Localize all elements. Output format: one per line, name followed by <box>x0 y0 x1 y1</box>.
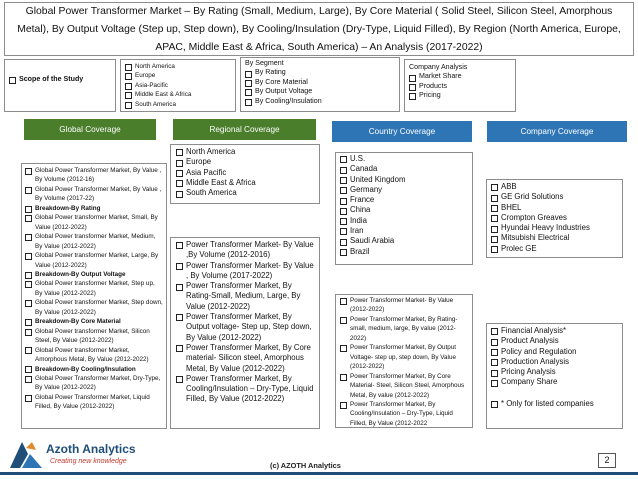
company-analysis-item: Pricing Analysis <box>491 367 618 377</box>
countries-box <box>335 152 473 265</box>
company-analysis-item: Company Share <box>491 377 618 387</box>
global-coverage-box <box>21 163 167 429</box>
company-note: * Only for listed companies <box>491 399 618 409</box>
country-coverage-item: Power Transformer Market- By Value (2012-2022) <box>340 296 468 315</box>
global-breakdown-heading: Breakdown-By Output Voltage <box>25 270 163 279</box>
global-coverage-header: Global Coverage <box>24 119 156 140</box>
global-coverage-item: Global Power Transformer Market, Liquid Filled, By Value (2012-2022) <box>25 393 163 412</box>
global-breakdown-heading: Breakdown-By Rating <box>25 204 163 213</box>
azoth-logo <box>8 440 158 470</box>
country-item: Saudi Arabia <box>340 236 468 246</box>
scope-segment-item: By Cooling/Insulation <box>245 97 395 106</box>
company-item: Prolec GE <box>491 244 618 254</box>
company-item: Mitsubishi Electrical <box>491 233 618 243</box>
global-coverage-item: Global Power transformer Market, Medium, By Value (2012-2022) <box>25 232 163 251</box>
page-number: 2 <box>598 453 616 468</box>
regional-coverage-item: Power Transformer Market- By Value ,By Volume (2012-2016) <box>176 240 314 261</box>
country-coverage-item: Power Transformer Market, By Cooling/Insulation – Dry-Type, Liquid Filled, By Value (2012-2022 <box>340 400 468 428</box>
regional-coverage-item: Power Transformer Market, By Cooling/Insulation – Dry-Type, Liquid Filled, By Value (2012-2022) <box>176 374 314 405</box>
global-coverage-item: Global Power transformer Market, Large, By Value (2012-2022) <box>25 251 163 270</box>
scope-company-box <box>404 59 516 112</box>
country-coverage-item: Power Transformer Market, By Core Material- Steel, Silicon Steel, Amorphous Metal, By value (2012-2022) <box>340 372 468 400</box>
company-analysis-item: Product Analysis <box>491 336 618 346</box>
scope-label: Scope of the Study <box>9 75 112 84</box>
global-breakdown-heading: Breakdown-By Cooling/Insulation <box>25 365 163 374</box>
scope-label-box <box>4 59 116 112</box>
company-analysis-title: Company Analysis <box>409 63 468 71</box>
scope-region-item: North America <box>125 62 231 71</box>
global-coverage-item: Global Power Transformer Market, By Value , By Volume (2012-16) <box>25 166 163 185</box>
global-coverage-item: Global Power transformer Market, Step down, By Value (2012-2022) <box>25 298 163 317</box>
country-item: China <box>340 205 468 215</box>
bottom-rule <box>0 472 638 475</box>
company-item: GE Grid Solutions <box>491 192 618 202</box>
segment-title: By Segment <box>245 59 284 67</box>
global-coverage-item: Global Power transformer Market, Amorphous Metal, By Value (2012-2022) <box>25 346 163 365</box>
company-coverage-header: Company Coverage <box>487 121 627 142</box>
company-analysis-box <box>486 323 623 429</box>
azoth-logo-icon <box>8 440 44 470</box>
regional-coverage-item: Power Transformer Market, By Core material- Silicon steel, Amorphous Metal, By Value (2012-2022) <box>176 343 314 374</box>
scope-region-item: Europe <box>125 71 231 80</box>
country-item: United Kingdom <box>340 175 468 185</box>
scope-regions-box <box>120 59 236 112</box>
scope-company-item: Products <box>409 82 511 91</box>
scope-region-item: Asia-Pacific <box>125 81 231 90</box>
company-item: ABB <box>491 182 618 192</box>
region-item: South America <box>176 188 314 198</box>
country-item: India <box>340 216 468 226</box>
company-analysis-item: Policy and Regulation <box>491 347 618 357</box>
global-coverage-item: Global Power transformer Market, Step up, By Value (2012-2022) <box>25 279 163 298</box>
region-item: Europe <box>176 157 314 167</box>
regional-items-box <box>170 237 320 429</box>
company-item: Hyundai Heavy Industries <box>491 223 618 233</box>
scope-segments-box <box>240 57 400 112</box>
country-item: Iran <box>340 226 468 236</box>
country-coverage-item: Power Transformer Market, By Rating- small, medium, large, By value (2012-2022) <box>340 315 468 343</box>
brand-name: Azoth Analytics <box>46 442 136 456</box>
global-coverage-item: Global Power transformer Market, Silicon Steel, By Value (2012-2022) <box>25 327 163 346</box>
scope-region-item: South America <box>125 100 231 109</box>
company-analysis-item: Financial Analysis* <box>491 326 618 336</box>
company-analysis-item: Production Analysis <box>491 357 618 367</box>
country-item: Brazil <box>340 247 468 257</box>
country-coverage-header: Country Coverage <box>332 121 472 142</box>
companies-box <box>486 179 623 258</box>
regional-regions-box <box>170 144 320 204</box>
global-breakdown-heading: Breakdown-By Core Material <box>25 317 163 326</box>
regional-coverage-item: Power Transformer Market, By Rating-Small, Medium, Large, By Value (2012-2022) <box>176 281 314 312</box>
global-coverage-item: Global Power Transformer Market, Dry-Type, By Value (2012-2022) <box>25 374 163 393</box>
scope-segment-item: By Core Material <box>245 78 395 87</box>
country-item: France <box>340 195 468 205</box>
scope-segment-item: By Output Voltage <box>245 87 395 96</box>
scope-region-item: Middle East & Africa <box>125 90 231 99</box>
region-item: Asia Pacific <box>176 168 314 178</box>
region-item: Middle East & Africa <box>176 178 314 188</box>
regional-coverage-header: Regional Coverage <box>173 119 316 140</box>
country-item: U.S. <box>340 154 468 164</box>
country-item: Germany <box>340 185 468 195</box>
scope-segment-item: By Rating <box>245 68 395 77</box>
scope-company-item: Pricing <box>409 91 511 100</box>
global-coverage-item: Global Power transformer Market, Small, By Value (2012-2022) <box>25 213 163 232</box>
country-coverage-item: Power Transformer Market, By Output Voltage- step up, step down, By Value (2012-2022) <box>340 343 468 371</box>
country-items-box <box>335 294 473 428</box>
brand-tagline: Creating new knowledge <box>50 458 127 465</box>
company-item: BHEL <box>491 203 618 213</box>
region-item: North America <box>176 147 314 157</box>
company-item: Crompton Greaves <box>491 213 618 223</box>
global-coverage-item: Global Power Transformer Market, By Value , By Volume (2017-22) <box>25 185 163 204</box>
copyright: (c) AZOTH Analytics <box>270 461 341 470</box>
page-title: Global Power Transformer Market – By Rating (Small, Medium, Large), By Core Material ( Solid Steel, Silicon Steel, Amorphous Metal), By Output Voltage (Step up, Step down), By Cooling/Insulation (Dry-Type, Liquid Filled), By Region (North America, Europe, APAC, Middle East & Africa, South America) – An Analysis (2017-2022) <box>4 2 634 56</box>
country-item: Canada <box>340 164 468 174</box>
regional-coverage-item: Power Transformer Market, By Output voltage- Step up, Step down, By Value (2012-2022) <box>176 312 314 343</box>
scope-company-item: Market Share <box>409 72 511 81</box>
regional-coverage-item: Power Transformer Market- By Value , By Volume (2017-2022) <box>176 261 314 282</box>
